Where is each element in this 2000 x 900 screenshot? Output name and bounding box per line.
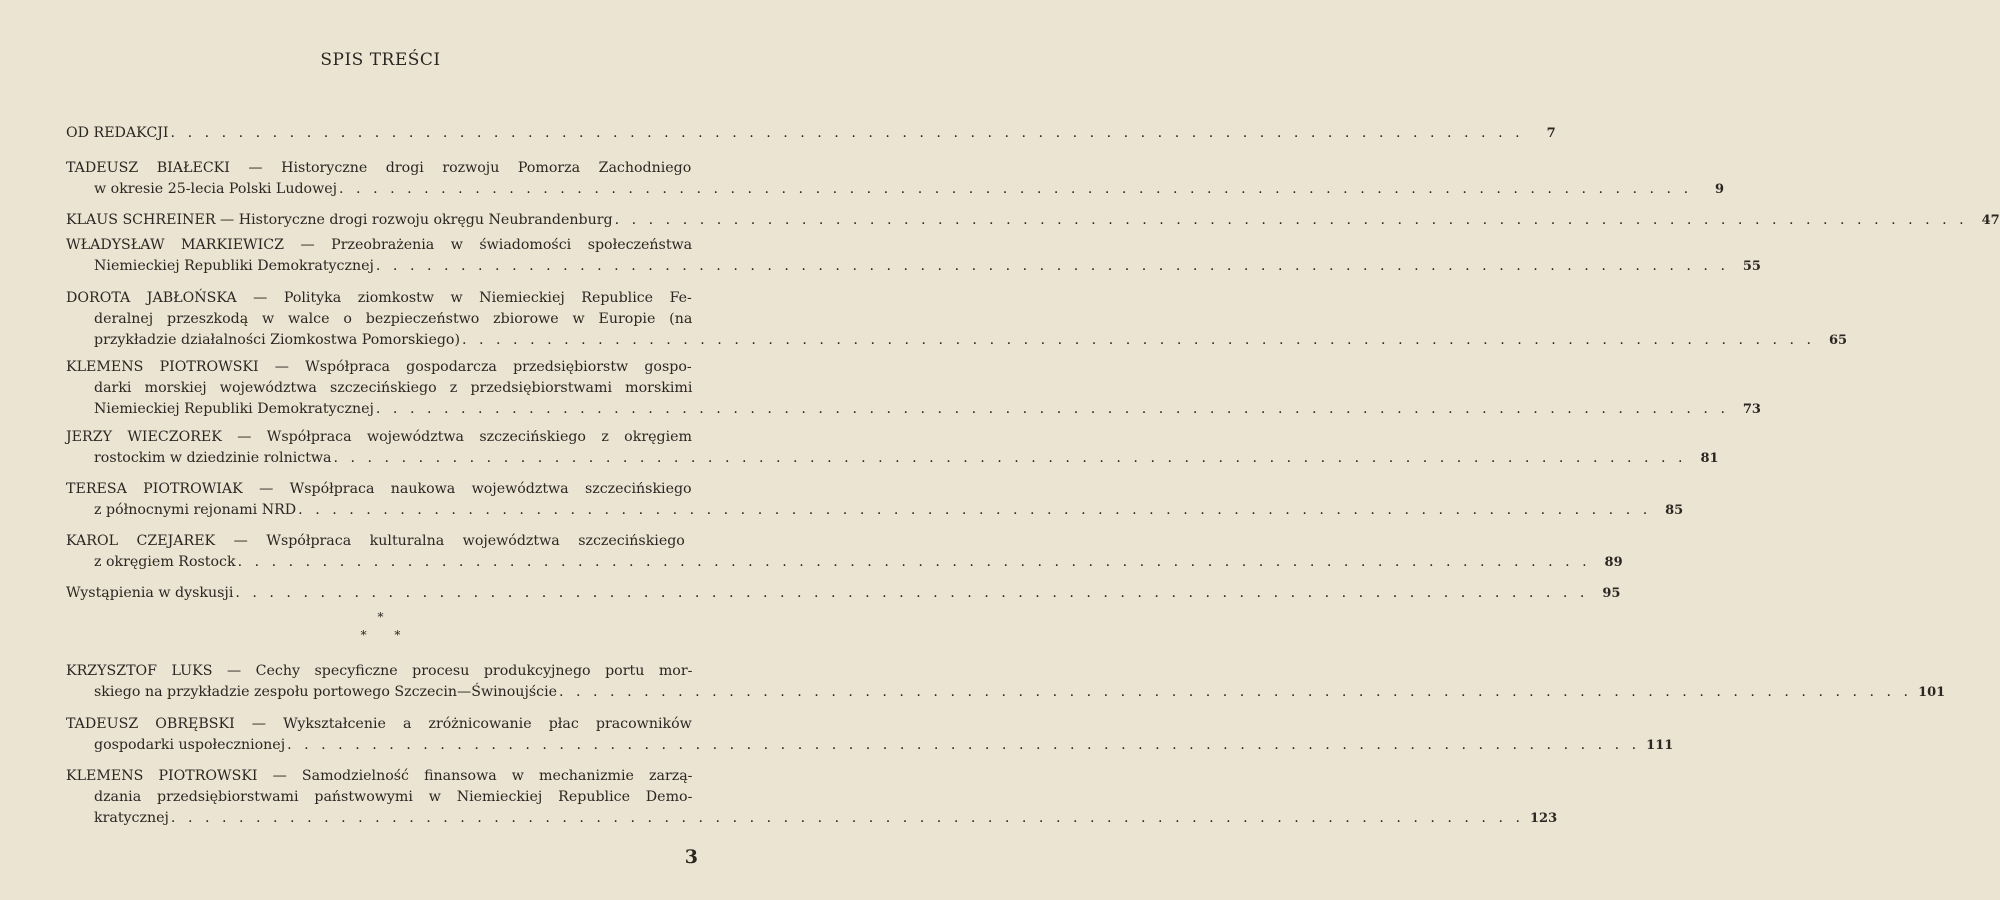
toc-leader-dots: . . . . . . . . . . . . . . . . . . . . . . . . . . . . . . . . . . . . . . . . . . . . . . . . . . . . . . . . . . . . . . . . . . . . . . . . . . . . . . . . <box>462 332 1816 348</box>
toc-entry-text: z okręgiem Rostock <box>94 554 236 570</box>
toc-entry-line <box>66 449 1719 467</box>
toc-entry-line <box>66 310 692 328</box>
toc-entry <box>66 236 1761 275</box>
toc-entry-text: KLEMENS PIOTROWSKI — Samodzielność finansowa w mechanizmie zarzą- <box>66 768 693 784</box>
toc-entry-line <box>66 400 1761 418</box>
toc-page-number: 47 <box>1981 213 2000 228</box>
toc-entry-text: KLAUS SCHREINER — Historyczne drogi rozwoju okręgu Neubrandenburg <box>66 212 613 228</box>
toc-entry-text: dzania przedsiębiorstwami państwowymi w Niemieckiej Republice Demo- <box>94 789 693 805</box>
toc-entry <box>66 532 1623 571</box>
toc-page-number: 95 <box>1602 586 1621 601</box>
toc-entry-line <box>66 715 692 733</box>
toc-entry-line <box>66 584 1621 602</box>
page-number: 3 <box>684 846 698 868</box>
toc-entry-text: JERZY WIECZOREK — Współpraca województwa szczecińskiego z okręgiem <box>66 429 692 445</box>
toc-entry-text: deralnej przeszkodą w walce o bezpieczeństwo zbiorowe w Europie (na <box>94 311 693 327</box>
toc-entry-line <box>66 236 692 254</box>
toc-entry-text: TADEUSZ OBRĘBSKI — Wykształcenie a zróżnicowanie płac pracowników <box>66 716 692 732</box>
toc-entry-line <box>66 428 692 446</box>
toc-entry-line <box>66 331 1848 349</box>
toc-entry <box>66 358 1761 418</box>
toc-entry-line <box>66 379 692 397</box>
toc-entry <box>66 767 1558 827</box>
toc-leader-dots: . . . . . . . . . . . . . . . . . . . . . . . . . . . . . . . . . . . . . . . . . . . . . . . . . . . . . . . . . . . . . . . . . . . . . . . . . . . . . . . . <box>170 810 1524 826</box>
toc-page-number: 81 <box>1700 451 1719 466</box>
toc-entry-line <box>66 532 692 550</box>
toc-entry-line <box>66 736 1674 754</box>
toc-entry-text: rostockim w dziedzinie rolnictwa <box>94 450 332 466</box>
toc-entry-line <box>66 788 692 806</box>
toc-entry-line <box>66 358 692 376</box>
toc-entry-text: w okresie 25-lecia Polski Ludowej <box>94 181 338 197</box>
toc-entry <box>66 662 1946 701</box>
toc-entry-text: darki morskiej województwa szczecińskiego z przedsiębiorstwami morskimi <box>94 380 693 396</box>
toc-page-number: 9 <box>1715 182 1725 197</box>
toc-entry-text: KRZYSZTOF LUKS — Cechy specyficzne procesu produkcyjnego portu mor- <box>66 663 693 679</box>
toc-entry <box>66 715 1674 754</box>
toc-entry <box>66 211 2000 229</box>
page-title: SPIS TREŚCI <box>320 50 441 70</box>
toc-entry-text: OD REDAKCJI <box>66 125 169 141</box>
toc-entry <box>66 289 1848 349</box>
toc-leader-dots: . . . . . . . . . . . . . . . . . . . . . . . . . . . . . . . . . . . . . . . . . . . . . . . . . . . . . . . . . . . . . . . . . . . . . . . . . . . . . . . . <box>375 401 1729 417</box>
toc-entry-line <box>66 501 1684 519</box>
toc-entry <box>66 584 1621 602</box>
toc-entry-line <box>66 124 1556 142</box>
toc-leader-dots: . . . . . . . . . . . . . . . . . . . . . . . . . . . . . . . . . . . . . . . . . . . . . . . . . . . . . . . . . . . . . . . . . . . . . . . . . . . . . . . . <box>287 737 1641 753</box>
toc-entry-line <box>66 257 1761 275</box>
toc-entry <box>66 480 1684 519</box>
toc-entry-line <box>66 480 692 498</box>
toc-entry <box>66 124 1556 142</box>
toc-leader-dots: . . . . . . . . . . . . . . . . . . . . . . . . . . . . . . . . . . . . . . . . . . . . . . . . . . . . . . . . . . . . . . . . . . . . . . . . . . . . . . . . <box>375 258 1729 274</box>
toc-entry-text: TERESA PIOTROWIAK — Współpraca naukowa województwa szczecińskiego <box>66 481 692 497</box>
toc-page-number: 101 <box>1918 685 1946 700</box>
toc-entry-line <box>66 180 1725 198</box>
toc-entry-line <box>66 159 692 177</box>
toc-entry-text: gospodarki uspołecznionej <box>94 737 286 753</box>
toc-leader-dots: . . . . . . . . . . . . . . . . . . . . . . . . . . . . . . . . . . . . . . . . . . . . . . . . . . . . . . . . . . . . . . . . . . . . . . . . . . . . . . . . <box>298 502 1652 518</box>
toc-page-number: 89 <box>1604 555 1623 570</box>
toc-page-number: 73 <box>1742 402 1761 417</box>
toc-entry-text: TADEUSZ BIAŁECKI — Historyczne drogi rozwoju Pomorza Zachodniego <box>66 160 692 176</box>
separator-star-top: * <box>377 610 384 624</box>
toc-entry-text: kratycznej <box>94 810 169 826</box>
toc-page-number: 123 <box>1529 811 1558 826</box>
separator-stars-bottom: * * <box>360 628 401 642</box>
toc-entry-line <box>66 683 1946 701</box>
toc-entry-text: skiego na przykładzie zespołu portowego Szczecin—Świnoujście <box>94 684 557 700</box>
toc-leader-dots: . . . . . . . . . . . . . . . . . . . . . . . . . . . . . . . . . . . . . . . . . . . . . . . . . . . . . . . . . . . . . . . . . . . . . . . . . . . . . . . . <box>559 684 1913 700</box>
toc-leader-dots: . . . . . . . . . . . . . . . . . . . . . . . . . . . . . . . . . . . . . . . . . . . . . . . . . . . . . . . . . . . . . . . . . . . . . . . . . . . . . . . . <box>333 450 1687 466</box>
toc-leader-dots: . . . . . . . . . . . . . . . . . . . . . . . . . . . . . . . . . . . . . . . . . . . . . . . . . . . . . . . . . . . . . . . . . . . . . . . . . . . . . . . . <box>614 212 1968 228</box>
toc-page-number: 55 <box>1742 259 1761 274</box>
toc-entry-text: KAROL CZEJAREK — Współpraca kulturalna województwa szczecińskiego <box>66 533 685 549</box>
toc-page-number: 65 <box>1828 333 1848 348</box>
toc-leader-dots: . . . . . . . . . . . . . . . . . . . . . . . . . . . . . . . . . . . . . . . . . . . . . . . . . . . . . . . . . . . . . . . . . . . . . . . . . . . . . . . . <box>237 554 1591 570</box>
toc-page-number: 111 <box>1646 738 1674 753</box>
toc-entry-line <box>66 553 1623 571</box>
toc-entry-text: WŁADYSŁAW MARKIEWICZ — Przeobrażenia w świadomości społeczeństwa <box>66 237 693 253</box>
toc-entry-line <box>66 809 1558 827</box>
toc-entry-text: DOROTA JABŁOŃSKA — Polityka ziomkostw w Niemieckiej Republice Fe- <box>66 290 692 306</box>
toc-leader-dots: . . . . . . . . . . . . . . . . . . . . . . . . . . . . . . . . . . . . . . . . . . . . . . . . . . . . . . . . . . . . . . . . . . . . . . . . . . . . . . . . <box>339 181 1693 197</box>
toc-entry-text: Wystąpienia w dyskusji <box>66 585 234 601</box>
toc-entry-line <box>66 211 2000 229</box>
toc-leader-dots: . . . . . . . . . . . . . . . . . . . . . . . . . . . . . . . . . . . . . . . . . . . . . . . . . . . . . . . . . . . . . . . . . . . . . . . . . . . . . . . . <box>170 125 1524 141</box>
toc-entry-line <box>66 662 692 680</box>
toc-entry-line <box>66 289 692 307</box>
toc-leader-dots: . . . . . . . . . . . . . . . . . . . . . . . . . . . . . . . . . . . . . . . . . . . . . . . . . . . . . . . . . . . . . . . . . . . . . . . . . . . . . . . . <box>235 585 1589 601</box>
toc-entry-text: z północnymi rejonami NRD <box>94 502 297 518</box>
toc-entry <box>66 428 1719 467</box>
toc-page-number: 7 <box>1546 126 1556 141</box>
toc-entry-text: przykładzie działalności Ziomkostwa Pomorskiego) <box>94 332 460 348</box>
toc-entry-line <box>66 767 692 785</box>
toc-entry-text: Niemieckiej Republiki Demokratycznej <box>94 401 374 417</box>
toc-entry-text: Niemieckiej Republiki Demokratycznej <box>94 258 374 274</box>
toc-entry-text: KLEMENS PIOTROWSKI — Współpraca gospodarcza przedsiębiorstw gospo- <box>66 359 692 375</box>
toc-page-number: 85 <box>1665 503 1684 518</box>
toc-entry <box>66 159 1725 198</box>
